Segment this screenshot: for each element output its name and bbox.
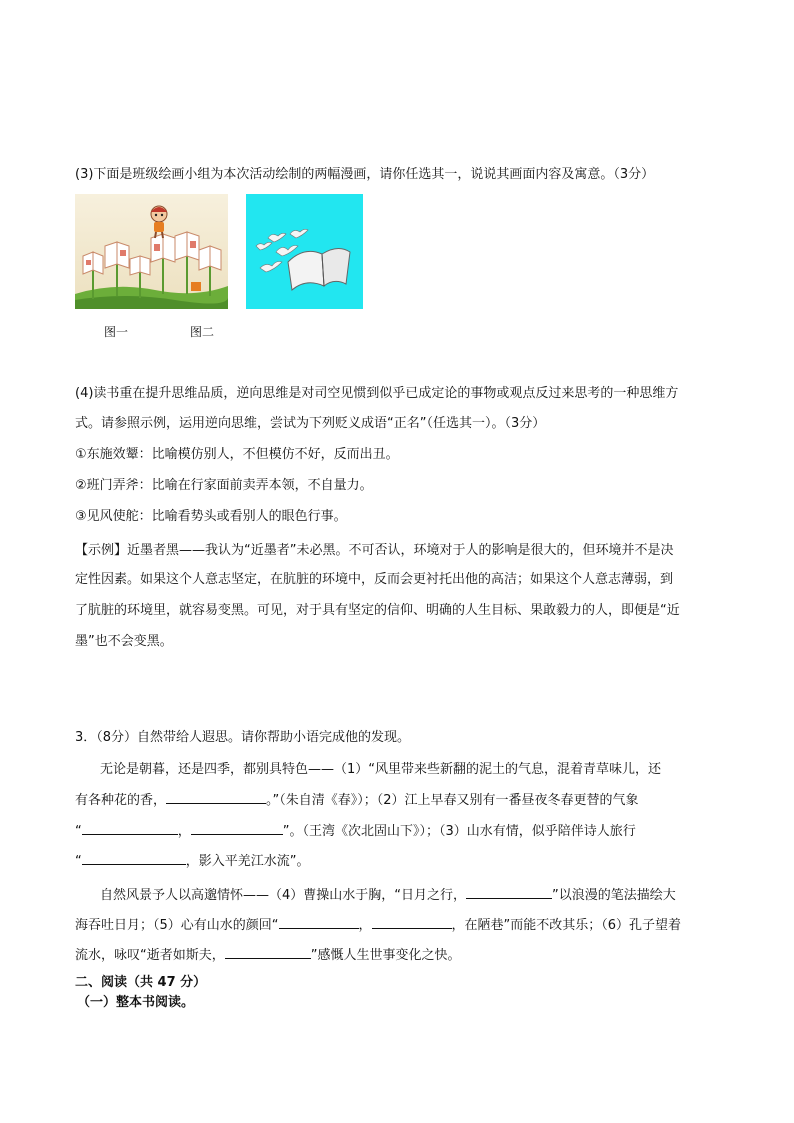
answer-blank-8[interactable] (225, 945, 311, 959)
q4-item-2: ②班门弄斧：比喻在行家面前卖弄本领，不自量力。 (75, 478, 373, 493)
text-segment: 自然风景予人以高邈情怀——（4）曹操山水于胸，“日月之行， (100, 888, 467, 903)
text-segment: 海吞吐日月；（5）心有山水的颜回“ (75, 918, 279, 933)
q5-para2-line2 (75, 915, 725, 936)
figure-one-caption: 图一 (104, 325, 129, 339)
section-two-title: 二、阅读（共 47 分） (75, 975, 207, 990)
text-segment: ， (358, 918, 372, 933)
q3-intro: (3)下面是班级绘画小组为本次活动绘制的两幅漫画，请你任选其一，说说其画面内容及寓意。（3分） (75, 167, 655, 182)
small-house (191, 282, 201, 291)
answer-blank-4[interactable] (82, 851, 186, 865)
section-two-subtitle: （一）整本书阅读。 (77, 995, 195, 1010)
text-segment: ”以浪漫的笔法描绘大 (552, 888, 676, 903)
q5-para1-line3 (75, 821, 725, 842)
q4-example-3: 了肮脏的环境里，就容易变黑。可见，对于具有坚定的信仰、明确的人生目标、果敢毅力的人，即便是“近 (75, 603, 680, 618)
figure-two-caption: 图二 (190, 325, 215, 339)
answer-blank-5[interactable] (466, 885, 552, 899)
text-segment: “ (75, 824, 82, 839)
answer-blank-6[interactable] (279, 915, 359, 929)
answer-blank-3[interactable] (191, 821, 283, 835)
q4-item-3: ③见风使舵：比喻看势头或看别人的眼色行事。 (75, 509, 347, 524)
q5-para1-line1: 无论是朝暮，还是四季，都别具特色——（1）“风里带来些新翻的泥土的气息，混着青草味儿，还 (100, 762, 662, 777)
text-segment: 。”（朱自清《春》）；（2）江上早春又别有一番昼夜冬春更替的气象 (266, 793, 639, 808)
text-segment: 有各种花的香， (75, 793, 167, 808)
text-segment: ”感慨人生世事变化之快。 (310, 948, 461, 963)
cartoon-figure-two (246, 194, 363, 309)
text-segment: ，影入平羌江水流”。 (185, 854, 310, 869)
q4-example-2: 定性因素。如果这个人意志坚定，在肮脏的环境中，反而会更衬托出他的高洁；如果这个人意志薄弱，到 (75, 572, 674, 587)
text-segment: “ (75, 854, 82, 869)
q5-para1-line2 (75, 790, 725, 811)
answer-blank-7[interactable] (372, 915, 452, 929)
q4-line-1: (4)读书重在提升思维品质，逆向思维是对司空见惯到似乎已成定论的事物或观点反过来思考的一种思维方 (75, 386, 679, 401)
q4-item-1: ①东施效颦：比喻模仿别人，不但模仿不好，反而出丑。 (75, 447, 399, 462)
text-segment: 流水，咏叹“逝者如斯夫， (75, 948, 225, 963)
q4-example-4: 墨”也不会变黑。 (75, 634, 173, 649)
text-segment: ”。（王湾《次北固山下》）；（3）山水有情，似乎陪伴诗人旅行 (282, 824, 636, 839)
answer-blank-2[interactable] (82, 821, 178, 835)
answer-blank-1[interactable] (166, 790, 266, 804)
q4-example-1: 【示例】近墨者黑——我认为“近墨者”未必黑。不可否认，环境对于人的影响是很大的，但环境并不是决 (75, 543, 674, 558)
q4-line-2: 式。请参照示例，运用逆向思维，尝试为下列贬义成语“正名”（任选其一）。（3分） (75, 416, 546, 431)
q5-title: 3．（8分）自然带给人遐思。请你帮助小语完成他的发现。 (75, 730, 411, 745)
q5-para2-line1 (100, 885, 750, 906)
cartoon-figure-one (75, 194, 228, 309)
text-segment: ， (177, 824, 191, 839)
q5-para1-line4 (75, 851, 725, 872)
text-segment: ，在陋巷”而能不改其乐；（6）孔子望着 (451, 918, 682, 933)
q5-para2-line3 (75, 945, 725, 966)
